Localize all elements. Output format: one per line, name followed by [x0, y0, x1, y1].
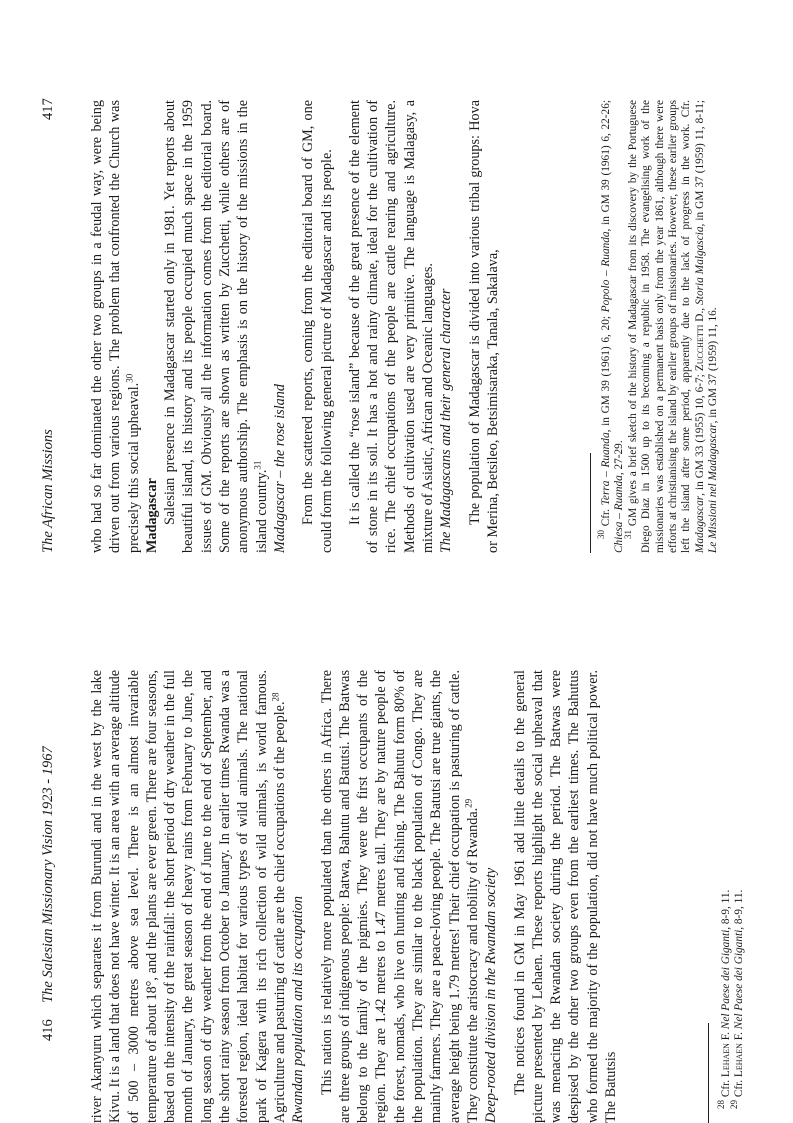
subheading-rwandan-population: Rwandan population and its occupation	[290, 896, 307, 1123]
footnote-28: $^{28}$ Cfr. Lehaen F. Nel Paese dei Giganti, 8-9, 11.	[716, 889, 732, 1109]
left-paragraph-1: river Akanyuru which separates it from Burundi and in the west by the lake Kivu. It is a land that does not have winter. It is an area with an average altitude of 500 – 3000 metres above sea level. There is an almost invariable temperature of about 18°, and the plants are ever green. There are four seasons, based on the intensity of the rainfall: the short period of dry weather in the full month of January, the great season of heavy rains from February to June, the long season of dry weather from the end of June to the end of September, and the short rainy season from October to January. In earlier times Rwanda was a forested region, ideal habitat for various types of wild animals. The national park of Kagera with its rich collection of wild animals, is world famous. Agriculture and pasturing of cattle are the chief occupations of the people.$^{28}$	[89, 670, 288, 1123]
right-running-head: The African Missions	[40, 429, 56, 553]
footnote-ref-29[interactable]: 29	[463, 798, 474, 808]
left-footnotes	[716, 670, 747, 1123]
footnote-ref-28[interactable]: 28	[270, 692, 281, 702]
section-heading-madagascar: Madagascar	[143, 478, 160, 553]
left-running-head: The Salesian Missionary Vision 1923 - 1967	[40, 746, 56, 1003]
footnote-ref-31[interactable]: 31	[251, 460, 262, 470]
left-page-number: 416	[40, 1019, 56, 1041]
left-body-text	[88, 670, 620, 1123]
right-paragraph-4: It is called the “rose island” because of the great presence of the element of stone in its soil. It has a hot and rainy climate, ideal for the cultivation of rice. The chief occupations of the people are cattle rearing and agriculture. Methods of cultivation used are very primitive. The language is Malagasy, a mixture of Asiatic, African and Oceanic languages.	[346, 100, 437, 553]
footnote-29: $^{29}$ Cfr. Lehaen F. Nel Paese dei Giganti, 8-9, 11.	[729, 889, 746, 1109]
footnote-ref-30[interactable]: 30	[123, 373, 134, 383]
subheading-deep-rooted-division: Deep-rooted division in the Rwandan society	[483, 867, 500, 1123]
right-paragraph-2: Salesian presence in Madagascar started only in 1981. Yet reports about beautiful island, its history and its people occupied much space in the 1959 issues of GM. Obviously all the information comes from the editorial board. Some of the reports are shown as written by Zucchetti, while others are of anonymous authorship. The emphasis is on the history of the missions in the island country.$^{31}$	[162, 100, 270, 553]
right-body-text	[88, 100, 502, 553]
subheading-rose-island: Madagascar – the rose island	[271, 384, 288, 553]
left-footnote-rule	[708, 1023, 709, 1123]
left-page	[0, 562, 793, 1123]
right-paragraph-5: The population of Madagascar is divided into various tribal groups: Hova or Merina, Betsileo, Betsimisaraka, Tanala, Sakalava,	[466, 100, 501, 553]
right-page	[0, 0, 793, 561]
left-paragraph-3: The notices found in GM in May 1961 add little details to the general picture presented by Lehaen. These reports highlight the social upheaval that was menacing the Rwandan society during the period. The Batwas were despised by the other two groups even from the earliest times. The Bahutus who formed the majority of the population, did not have much political power. The Batutsis	[511, 670, 620, 1123]
right-footnotes	[596, 100, 721, 553]
footnote-30: $^{30}$ Cfr. Terra – Ruanda, in GM 39 (1961) 6, 20; Popolo – Ruanda, in GM 39 (1961) 6, 22-26; Chiesa – Ruanda, 27-29.	[596, 100, 626, 553]
footnote-31: $^{31}$ GM gives a brief sketch of the history of Madagascar from its discovery by the Portuguese Diego Diaz in 1500 up to its becoming a republic in 1958. The evangelising work of the missionaries was established on a permanent basis only from the year 1861, although there were efforts at christianising the island by earlier groups of missionaries. However, these earlier groups left the island after some period, apparently due to the lack of progress in the work. Cfr. Madagascar, in GM 33 (1955) 10, 6-7; Zucchetti D., Storia Malgascia, in GM 37 (1959) 11, 8-11; Le Missioni nel Madagascar, in GM 37 (1959) 11, 16.	[623, 100, 720, 553]
right-footnote-rule	[590, 453, 591, 553]
left-paragraph-2: This nation is relatively more populated than the others in Africa. There are three groups of indigenous people: Batwa, Bahutu and Batutsi. The Batwas belong to the family of the pigmies. They were the first occupants of the region. They are 1.42 metres to 1.47 metres tall. They are by nature people of the forest, nomads, who live on hunting and fishing. The Bahutu form 80% of the population. They are similar to the black population of Congo. They are mainly farmers. They are a peace-loving people. The Batutsi are true giants, the average height being 1.79 metres! Their chief occupation is pasturing of cattle. They constitute the aristocracy and nobility of Rwanda.$^{29}$	[318, 670, 481, 1123]
right-paragraph-1: who had so far dominated the other two groups in a feudal way, were being driven out from various regions. The problem that confronted the Church was precisely this social upheaval.$^{30}$	[89, 100, 142, 553]
right-page-number: 417	[40, 98, 56, 120]
right-paragraph-3: From the scattered reports, coming from the editorial board of GM, one could form the following general picture of Madagascar and its people.	[300, 100, 335, 553]
subheading-madagascans-character: The Madagascans and their general character	[438, 288, 455, 553]
